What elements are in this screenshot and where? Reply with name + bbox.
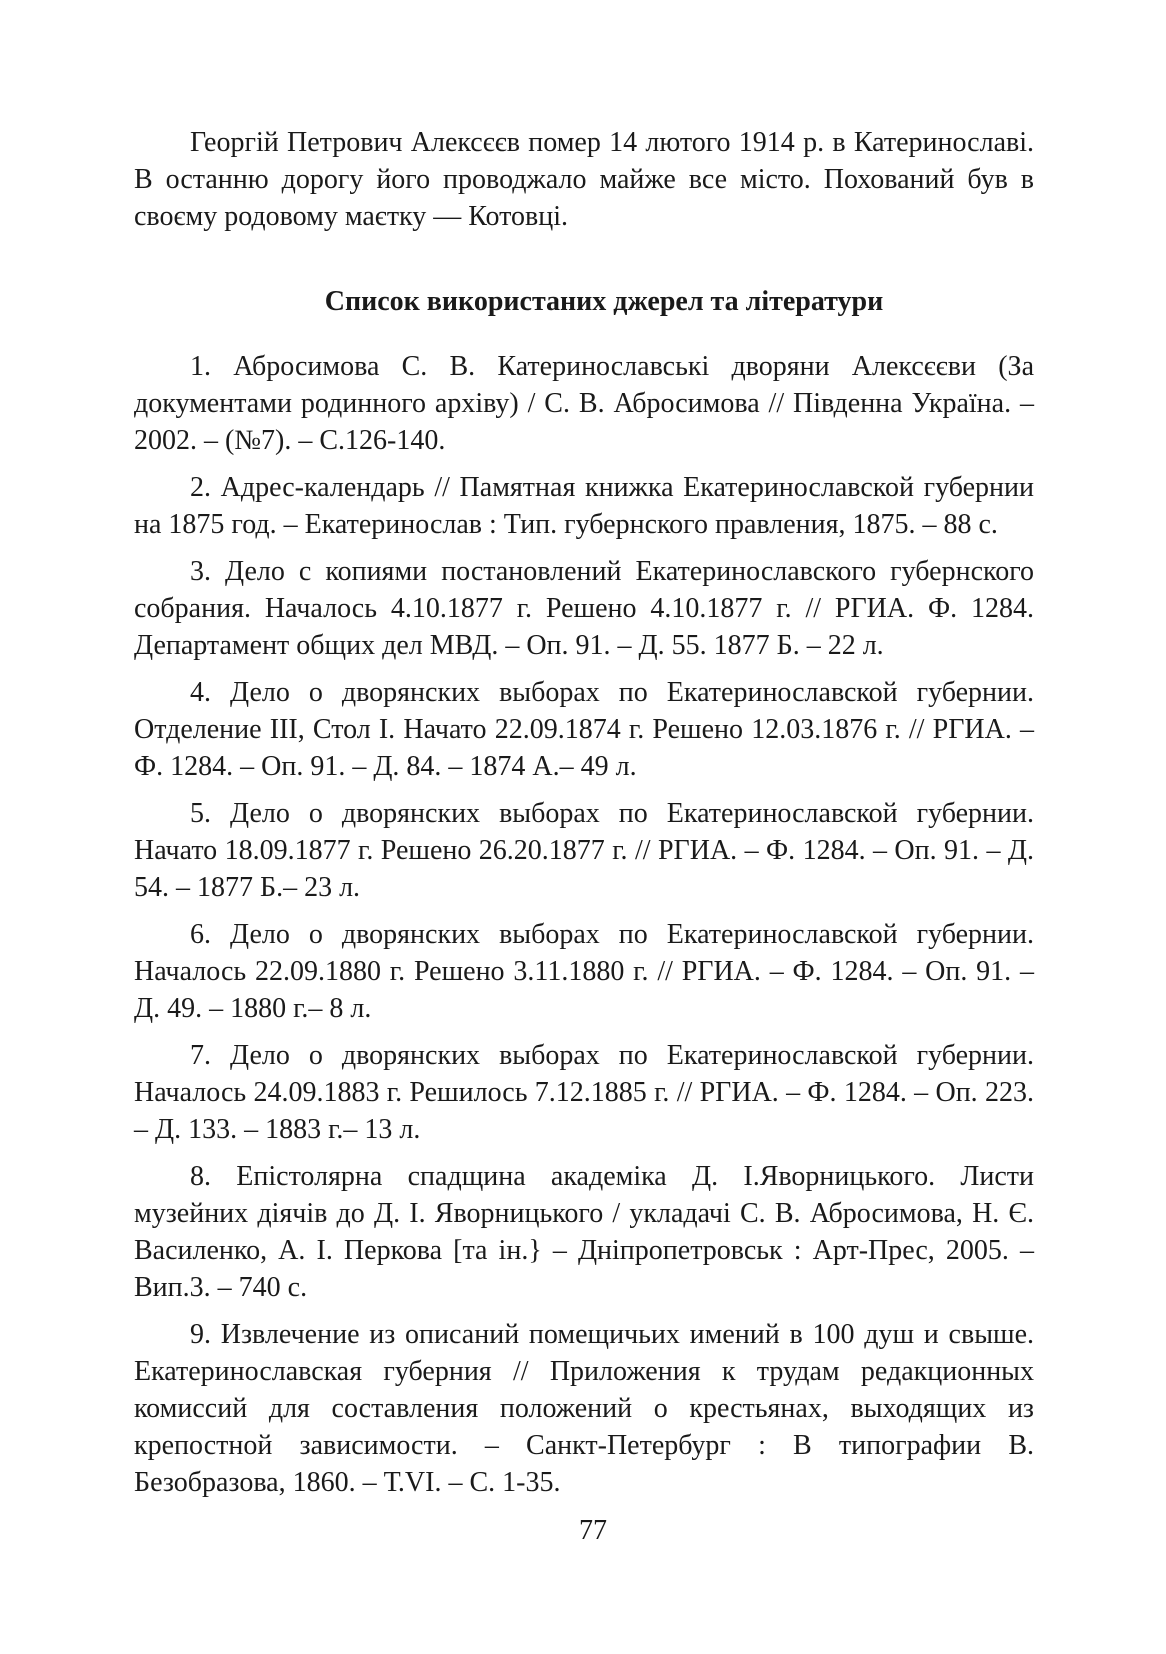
reference-item: 6. Дело о дворянских выборах по Екатеринославской губернии. Началось 22.09.1880 г. Решено 3.11.1880 г. // РГИА. – Ф. 1284. – Оп. 91. – Д. 49. – 1880 г.– 8 л. [134,919,1034,1024]
bibliography-heading: Список використаних джерел та літератури [324,286,884,317]
reference-item: 7. Дело о дворянских выборах по Екатеринославской губернии. Началось 24.09.1883 г. Решилось 7.12.1885 г. // РГИА. – Ф. 1284. – Оп. 223. – Д. 133. – 1883 г.– 13 л. [134,1040,1034,1145]
reference-item: 9. Извлечение из описаний помещичьих имений в 100 душ и свыше. Екатеринославская губерния // Приложения к трудам редакционных комиссий для составления положений о крестьянах, выходящих из крепостной зависимости. – Санкт-Петербург : В типографии В. Безобразова, 1860. – Т.VI. – С. 1-35. [134,1319,1034,1498]
reference-item: 1. Абросимова С. В. Катеринославські дворяни Алексєєви (За документами родинного архіву) / С. В. Абросимова // Південна Україна. – 2002. – (№7). – С.126-140. [134,351,1034,456]
reference-item: 8. Епістолярна спадщина академіка Д. І.Яворницького. Листи музейних діячів до Д. І. Яворницького / укладачі С. В. Абросимова, Н. Є. Василенко, А. І. Перкова [та ін.} – Дніпропетровськ : Арт-Прес, 2005. – Вип.3. – 740 с. [134,1161,1034,1303]
intro-paragraph: Георгій Петрович Алексєєв помер 14 лютого 1914 р. в Катеринославі. В останню дорогу його проводжало майже все місто. Похований був в своєму родовому маєтку — Котовці. [134,127,1034,232]
reference-item: 5. Дело о дворянских выборах по Екатеринославской губернии. Начато 18.09.1877 г. Решено 26.20.1877 г. // РГИА. – Ф. 1284. – Оп. 91. – Д. 54. – 1877 Б.– 23 л. [134,798,1034,903]
reference-item: 3. Дело с копиями постановлений Екатеринославского губернского собрания. Началось 4.10.1877 г. Решено 4.10.1877 г. // РГИА. Ф. 1284. Департамент общих дел МВД. – Оп. 91. – Д. 55. 1877 Б. – 22 л. [134,556,1034,661]
reference-item: 2. Адрес-календарь // Памятная книжка Екатеринославской губернии на 1875 год. – Екатеринослав : Тип. губернского правления, 1875. – 88 с. [134,472,1034,540]
reference-list [134,348,1034,1501]
page-body [134,124,1034,1511]
page-number: 77 [579,1515,607,1546]
reference-item: 4. Дело о дворянских выборах по Екатеринославской губернии. Отделение III, Стол I. Начато 22.09.1874 г. Решено 12.03.1876 г. // РГИА. – Ф. 1284. – Оп. 91. – Д. 84. – 1874 А.– 49 л. [134,677,1034,782]
